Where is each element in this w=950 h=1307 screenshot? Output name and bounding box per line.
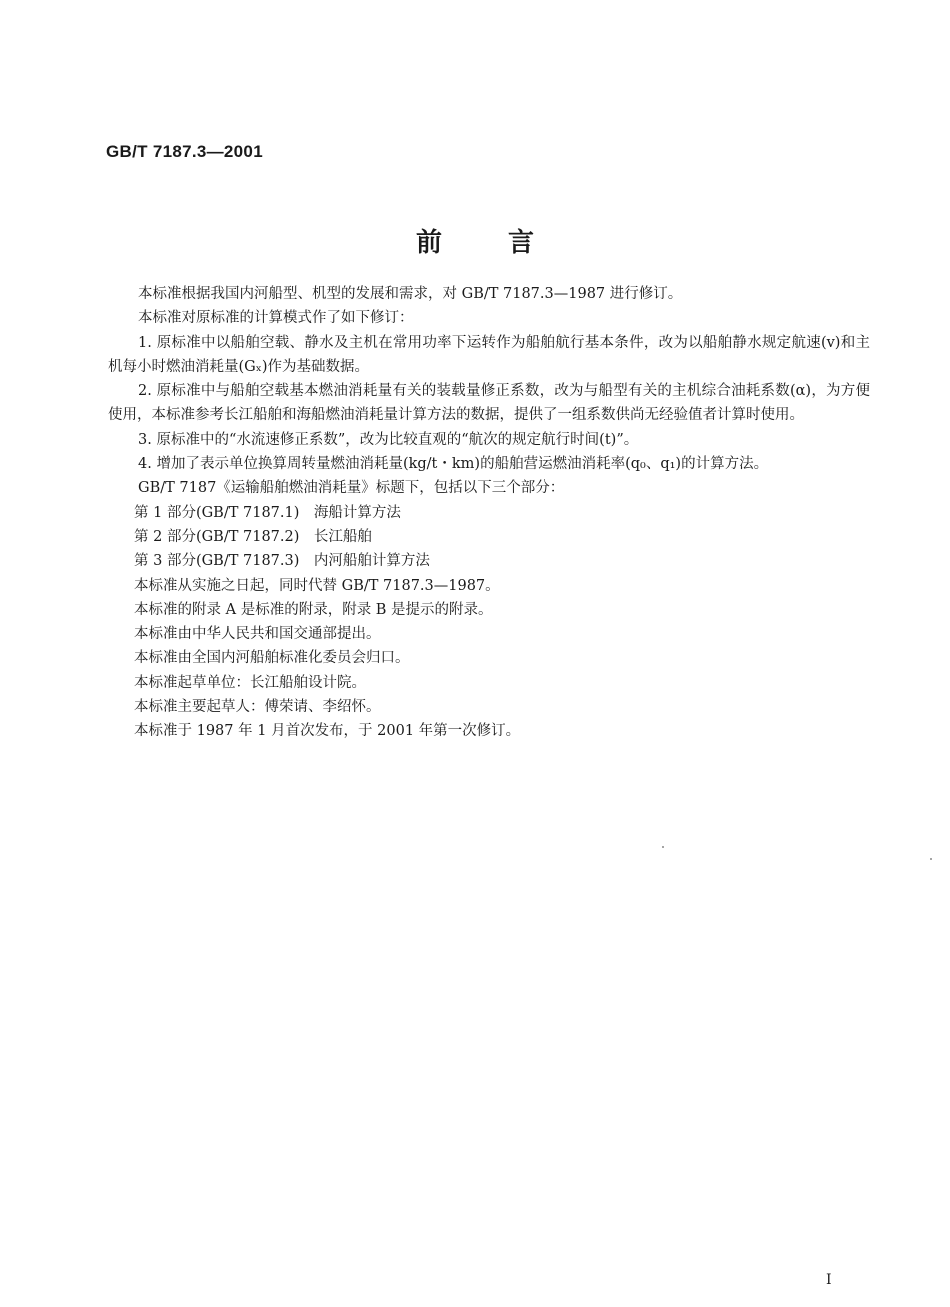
paragraph-revision-summary: 本标准对原标准的计算模式作了如下修订： [138, 310, 414, 327]
paragraph-annexes: 本标准的附录 A 是标准的附录，附录 B 是提示的附录。 [134, 601, 493, 618]
paragraph-revision-3: 3. 原标准中的“水流速修正系数”，改为比较直观的“航次的规定航行时间(t)”。 [138, 431, 639, 448]
paragraph-revision-2: 2. 原标准中与船舶空载基本燃油消耗量有关的装载量修正系数，改为与船型有关的主机综合油耗系数(α)，为方便使用，本标准参考长江船舶和海船燃油消耗量计算方法的数据，提供了一组系数供尚无经验值者计算时使用。 [108, 383, 870, 424]
paragraph-proposed-by: 本标准由中华人民共和国交通部提出。 [134, 626, 381, 643]
paragraph-replaces: 本标准从实施之日起，同时代替 GB/T 7187.3—1987。 [134, 577, 500, 594]
page-number: I [826, 1272, 832, 1288]
scan-speck [930, 858, 932, 860]
foreword-body [108, 282, 870, 744]
paragraph-revision-4: 4. 增加了表示单位换算周转量燃油消耗量(kg/t・km)的船舶营运燃油消耗率(q₀、q₁)的计算方法。 [138, 456, 769, 473]
page-title: 前言 [415, 228, 600, 258]
paragraph-part-2: 第 2 部分(GB/T 7187.2) 长江船舶 [134, 528, 372, 545]
paragraph-parts-intro: GB/T 7187《运输船舶燃油消耗量》标题下，包括以下三个部分： [138, 480, 565, 497]
paragraph-part-1: 第 1 部分(GB/T 7187.1) 海船计算方法 [134, 504, 401, 521]
paragraph-centralized-by: 本标准由全国内河船舶标准化委员会归口。 [134, 650, 410, 667]
scan-speck [662, 846, 664, 848]
paragraph-drafting-unit: 本标准起草单位：长江船舶设计院。 [134, 674, 366, 691]
paragraph-intro: 本标准根据我国内河船型、机型的发展和需求，对 GB/T 7187.3—1987 进行修订。 [138, 286, 683, 302]
paragraph-history: 本标准于 1987 年 1 月首次发布，于 2001 年第一次修订。 [134, 723, 521, 740]
standard-code: GB/T 7187.3—2001 [106, 142, 263, 161]
paragraph-drafters: 本标准主要起草人：傅荣请、李绍怀。 [134, 699, 381, 716]
paragraph-revision-1: 1. 原标准中以船舶空载、静水及主机在常用功率下运转作为船舶航行基本条件，改为以船舶静水规定航速(v)和主机每小时燃油消耗量(Gₓ)作为基础数据。 [108, 334, 870, 375]
paragraph-part-3: 第 3 部分(GB/T 7187.3) 内河船舶计算方法 [134, 553, 430, 570]
